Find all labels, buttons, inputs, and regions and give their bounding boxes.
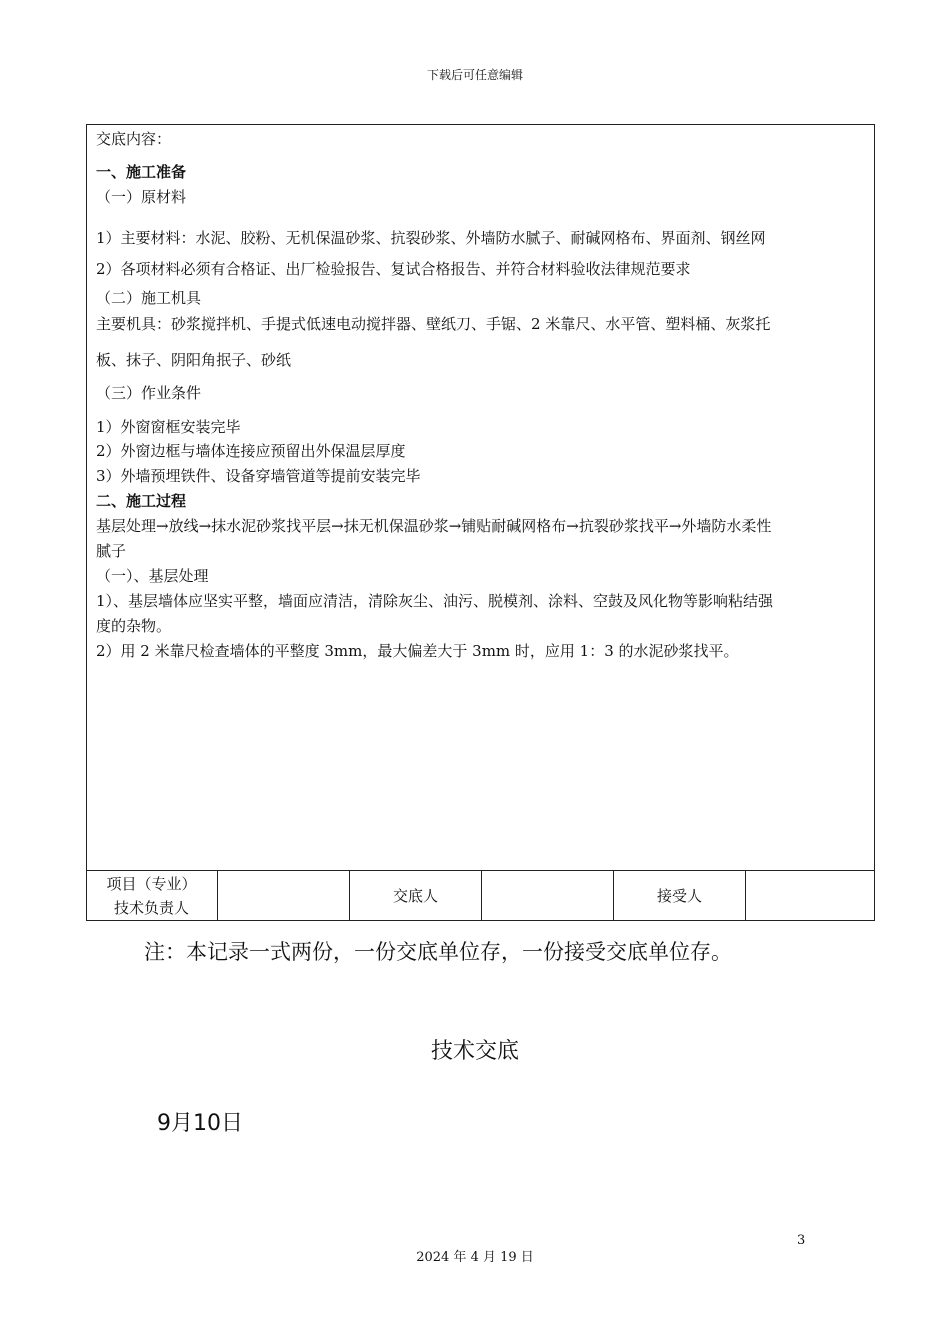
tools-text-line-1: 主要机具：砂浆搅拌机、手提式低速电动搅拌器、壁纸刀、手锯、2 米靠尺、水平管、塑料桶、灰浆托 — [96, 315, 771, 333]
section-heading-preparation: 一、施工准备 — [96, 163, 187, 181]
base-item-1-line-2: 度的杂物。 — [96, 617, 172, 635]
conditions-item-2: 2）外窗边框与墙体连接应预留出外保温层厚度 — [96, 442, 406, 460]
footer-date: 2024 年 4 月 19 日 — [416, 1250, 534, 1265]
project-lead-label-line1: 项目（专业） — [106, 875, 197, 893]
page-number: 3 — [797, 1233, 806, 1248]
subsection-tools: （二）施工机具 — [96, 289, 202, 307]
tools-text-line-2: 板、抹子、阴阳角抿子、砂纸 — [96, 351, 292, 369]
project-lead-label-line2: 技术负责人 — [113, 899, 189, 917]
project-lead-signature-field[interactable] — [217, 871, 349, 921]
conditions-item-3: 3）外墙预埋铁件、设备穿墙管道等提前安装完毕 — [96, 467, 421, 485]
header-note: 下载后可任意编辑 — [426, 68, 523, 82]
record-note: 注：本记录一式两份，一份交底单位存，一份接受交底单位存。 — [144, 940, 732, 964]
materials-item-2: 2）各项材料必须有合格证、出厂检验报告、复试合格报告、并符合材料验收法律规范要求 — [96, 260, 691, 278]
content-label: 交底内容： — [96, 130, 172, 148]
document-date: 9月10日 — [157, 1111, 243, 1136]
subsection-base-treatment: （一）、基层处理 — [96, 567, 209, 585]
conditions-item-1: 1）外窗窗框安装完毕 — [96, 418, 241, 436]
discloser-signature-field[interactable] — [481, 871, 613, 921]
subsection-conditions: （三）作业条件 — [96, 384, 202, 402]
receiver-label: 接受人 — [613, 871, 745, 921]
base-item-2: 2）用 2 米靠尺检查墙体的平整度 3mm，最大偏差大于 3mm 时，应用 1：3 的水泥砂浆找平。 — [96, 642, 739, 660]
process-flow-line-2: 腻子 — [96, 542, 127, 560]
signature-row — [86, 870, 875, 921]
process-flow-line-1: 基层处理→放线→抹水泥砂浆找平层→抹无机保温砂浆→铺贴耐碱网格布→抗裂砂浆找平→外墙防水柔性 — [96, 517, 772, 535]
section-heading-process: 二、施工过程 — [96, 492, 187, 510]
materials-item-1: 1）主要材料：水泥、胶粉、无机保温砂浆、抗裂砂浆、外墙防水腻子、耐碱网格布、界面剂、钢丝网 — [96, 229, 766, 247]
receiver-signature-field[interactable] — [745, 871, 875, 921]
document-title: 技术交底 — [430, 1039, 519, 1064]
project-lead-label — [86, 871, 217, 921]
subsection-raw-materials: （一）原材料 — [96, 188, 187, 206]
discloser-label: 交底人 — [349, 871, 481, 921]
base-item-1-line-1: 1）、基层墙体应坚实平整，墙面应清洁，清除灰尘、油污、脱模剂、涂料、空鼓及风化物等影响粘结强 — [96, 592, 774, 610]
